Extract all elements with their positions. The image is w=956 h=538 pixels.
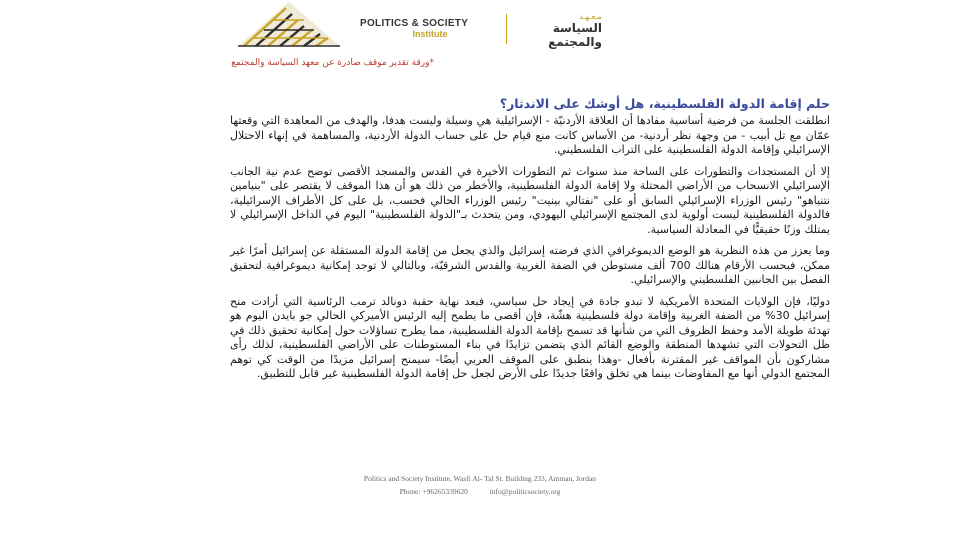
logo-arabic-text — [512, 12, 602, 49]
paragraph-1: انطلقت الجلسة من فرضية أساسية مفادها أن العلاقة الأردنيّة - الإسرائيلية هي وسيلة وليست هدفا، والهدف من المعاهدة التي وقعتها عمّان مع تل أبيب - من وجهة نظر أردنية- من الأساس كانت منع قيام حل على حساب الدولة الأردنية، والمساهمة في إنهاء الاحتلال الإسرائيلي وإقامة الدولة الفلسطينية على التراب الفلسطيني. — [230, 114, 830, 156]
logo-english-name: POLITICS & SOCIETY — [360, 18, 469, 29]
logo-english-text — [360, 18, 500, 39]
pyramid-logo-icon — [234, 0, 344, 48]
logo-arabic-name: السياسة والمجتمع — [548, 21, 602, 49]
paragraph-3: وما يعزز من هذه النظرية هو الوضع الديموغرافي الذي فرضته إسرائيل والذي يجعل من إقامة الدولة المستقلة عن إسرائيل أمرًا غير ممكن، فبحسب الأرقام هنالك 700 ألف مستوطن في الضفة الغربية والقدس الشرقيّة، وبالتالي لا توجد إمكانية ديموغرافية لتحقيق الفصل بين الجانبين الفلسطيني والإسرائيلي. — [230, 244, 831, 286]
paper-note: *ورقة تقدير موقف صادرة عن معهد السياسة والمجتمع — [231, 58, 434, 68]
footer-phone: Phone: +96265339620 — [399, 487, 468, 496]
footer-contact — [230, 487, 730, 496]
paragraph-2: إلا أن المستجدات والتطورات على الساحة منذ سنوات ثم التطورات الأخيرة في القدس والمسجد الأقصى توضح عدم نية الجانب الإسرائيلي الانسحاب من الأراضي المحتلة ولا إقامة الدولة الفلسطينية، والأخطر من ذلك هو أن هذا الموقف لا يقتصر على "بنيامين نتنياهو" رئيس الوزراء الإسرائيلي السابق أو على "نفتالي بينيت" رئيس الوزراء الحالي فحسب، بل على كل الأطراف الإسرائيلية، فالدولة الفلسطينية ليست أولوية لدى المجتمع الإسرائيلي اليهودي، ومن يتحدث بـ"الدولة الفلسطينية" اليوم في الداخل الإسرائيلي لا يمتلك وزنًا حقيقيًّا في المعادلة السياسية. — [230, 164, 830, 236]
footer-email: info@politicsociety.org — [489, 487, 561, 496]
logo-arabic-institute: مـعـهـد — [578, 12, 602, 21]
footer-address: Politics and Society Institute, Wasfi Al- Tal St. Building 233, Amman, Jordan — [363, 474, 597, 483]
paragraph-4: دوليًا، فإن الولايات المتحدة الأمريكية لا تبدو جادة في إيجاد حل سياسي، فبعد نهاية حقبة دونالد ترمب الرئاسية التي أرادت منح إسرائيل 30% من الضفة الغربية وإقامة دولة فلسطينية هشّة، فإن أقصى ما يطمح إليه الرئيس الأميركي الحالي جو بايدن اليوم هو تهدئة طويلة الأمد وحفظ الظروف التي من شأنها قد تسمح بإقامة الدولة الفلسطينية، مما يطرح تساؤلات حول إمكانية تحقيق ذلك في ظل التحولات التي تشهدها المنطقة والوضع القائم الذي يتضمن تزايدًا في بناء المستوطنات على الأراضي الفلسطينية، لذلك رأى مشاركون بأن المواقف غير المقترنة بأفعال -وهذا ينطبق على الموقف العربي أيضًا- سيمنح إسرائيل مزيدًا من الوقت كي توهم المجتمع الدولي أنها مع المفاوضات بينما هي تخلق واقعًا جديدًا على الأرض لجعل حل إقامة الدولة الفلسطينية غير قابل للتطبيق. — [230, 294, 830, 380]
article-title: حلم إقامة الدولة الفلسطينية، هل أوشك على الاندثار؟ — [499, 96, 830, 111]
article-body — [230, 114, 830, 389]
page-footer — [230, 474, 730, 496]
logo-english-institute: Institute — [412, 29, 448, 39]
institute-logo — [234, 0, 734, 58]
logo-divider — [506, 14, 507, 44]
